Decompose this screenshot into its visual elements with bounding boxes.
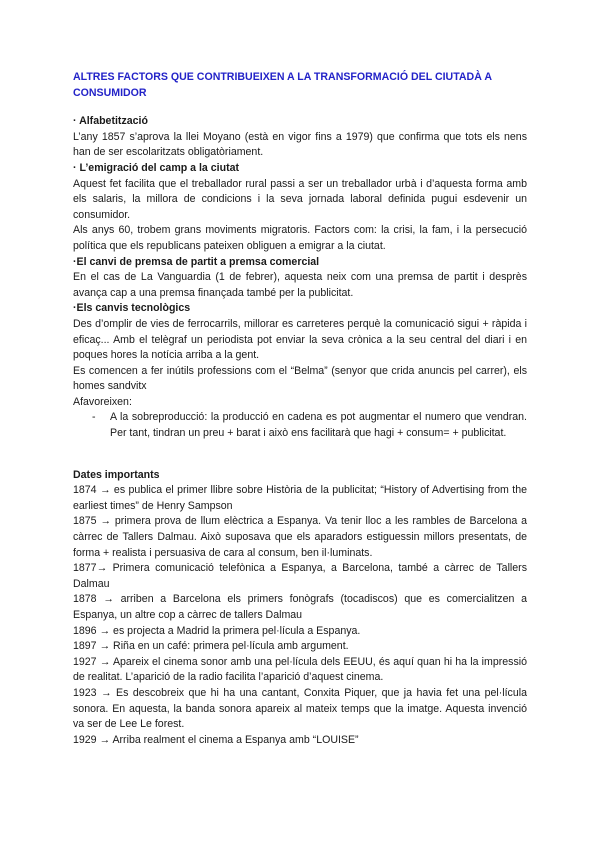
section-dates [73, 468, 527, 749]
paragraph: Afavoreixen: [73, 395, 132, 408]
document-body [73, 70, 527, 748]
list-dash: - [92, 411, 96, 424]
dates-heading: Dates importants [73, 468, 160, 481]
section-alfabetitzacio [73, 114, 527, 161]
section-heading: ·El canvi de premsa de partit a premsa comercial [73, 255, 320, 268]
section-canvis-tecnologics [73, 301, 527, 441]
date-entry: 1927 → Apareix el cinema sonor amb una pel·lícula dels EEUU, és aquí quan hi ha la impressió de realitat. L’aparició de la radio facilita l’aparició d’aquest cinema. [73, 655, 527, 684]
spacer [73, 442, 527, 468]
date-entry: 1923 → Es descobreix que hi ha una cantant, Conxita Piquer, que ja havia fet una pel·lícula sonora. En aquesta, la banda sonora apareix al mateix temps que la imatge. Aquesta invenció va ser de Lee Le forest. [73, 686, 527, 731]
paragraph: Es comencen a fer inútils professions com el “Belma” (senyor que crida anuncis pel carrer), els homes sandvitx [73, 364, 527, 393]
document-title: ALTRES FACTORS QUE CONTRIBUEIXEN A LA TRANSFORMACIÓ DEL CIUTADÀ A CONSUMIDOR [73, 71, 492, 99]
paragraph: En el cas de La Vanguardia (1 de febrer), aquesta neix com una premsa de partit i desprès avança cap a una premsa finançada també per la publicitat. [73, 271, 527, 299]
paragraph: Des d’omplir de vies de ferrocarrils, millorar es carreteres perquè la comunicació sigui + ràpida i eficaç... Amb el telègraf un periodista pot enviar la seva crònica a la seu central del diari i en poques hores la notícia arriba a la gent. [73, 317, 527, 362]
bullet-list [92, 410, 527, 441]
paragraph: Als anys 60, trobem grans moviments migratoris. Factors com: la crisi, la fam, i la persecució política que els republicans pateixen obliguen a emigrar a la ciutat. [73, 224, 527, 252]
date-entry: 1877→ Primera comunicació telefònica a Espanya, a Barcelona, també a càrrec de Tallers Dalmau [73, 562, 527, 590]
date-entry: 1897 → Riña en un café: primera pel·lícula amb argument. [73, 640, 349, 653]
section-heading: · L’emigració del camp a la ciutat [73, 161, 240, 174]
section-heading: · Alfabetització [73, 115, 148, 128]
list-item [92, 410, 527, 441]
paragraph: Aquest fet facilita que el treballador rural passi a ser un treballador urbà i d’aquesta forma amb els salaris, la millora de condicions i la seva jornada laboral definida pugui esdevenir un consumidor. [73, 177, 527, 221]
date-entry: 1896 → es projecta a Madrid la primera pel·lícula a Espanya. [73, 624, 361, 637]
list-item-text: A la sobreproducció: la producció en cadena es pot augmentar el numero que vendran. Per tant, tindran un preu + barat i això ens facilitarà que hagi + consum= + publicitat. [110, 411, 527, 440]
date-entry: 1874 → es publica el primer llibre sobre Història de la publicitat; “History of Advertising from the earliest times” de Henry Sampson [73, 484, 527, 512]
paragraph: L’any 1857 s’aprova la llei Moyano (està en vigor fins a 1979) que confirma que tots els nens han de ser escolaritzats obligatòriament. [73, 130, 527, 159]
section-premsa [73, 255, 527, 302]
section-emigracio [73, 161, 527, 255]
date-entry: 1878 → arriben a Barcelona els primers fonògrafs (tocadiscos) que es comercialitzen a Espanya, un altre cop a càrrec de tallers Dalmau [73, 593, 527, 621]
date-entry: 1875 → primera prova de llum elèctrica a Espanya. Va tenir lloc a les rambles de Barcelona a càrrec de Tallers Dalmau. Això suposava que els aparadors estiguessin millors presentats, de forma + realista i persuasiva de cara al consum, ben il·luminats. [73, 515, 527, 559]
date-entry: 1929 → Arriba realment el cinema a Espanya amb “LOUISE” [73, 733, 359, 746]
section-heading: ·Els canvis tecnològics [73, 302, 191, 315]
